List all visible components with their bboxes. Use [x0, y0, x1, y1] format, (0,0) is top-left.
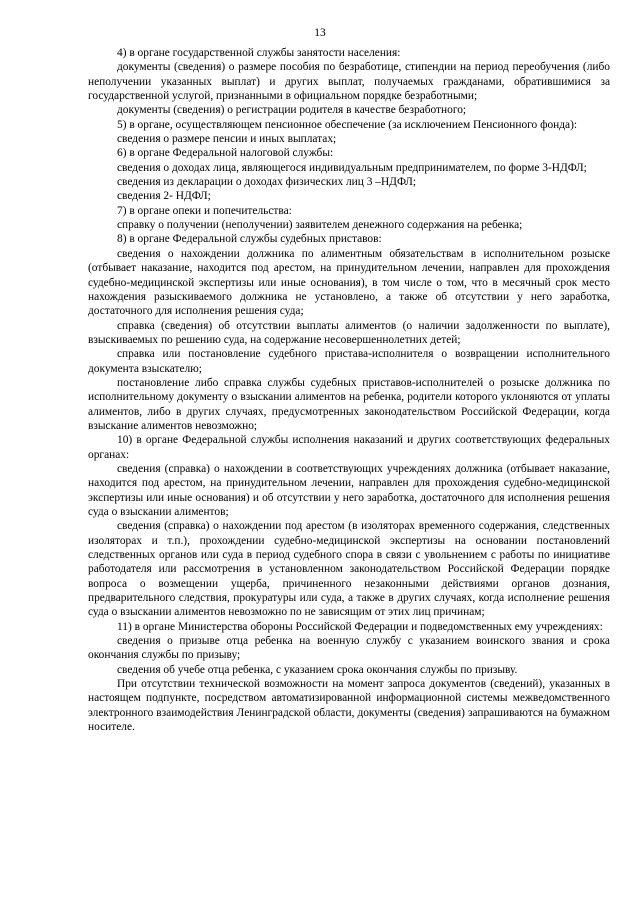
paragraph-military-conscription: сведения о призыве отца ребенка на военную службу с указанием воинского звания и срока окончания службы по призыву; — [88, 635, 610, 662]
paragraph-custody-info: сведения (справка) о нахождении в соответствующих учреждениях должника (отбывает наказание, находится под арестом, на принудительном лечении, направлен для прохождения судебно-медицинской экспертизы или иные основания) и об отсутствии у него заработка, достаточного для исполнения решения суда о взыскании алиментов; — [88, 462, 610, 518]
paragraph-debtor-search-info: сведения о нахождении должника по алиментным обязательствам в исполнительном розыске (отбывает наказание, находится под арестом, на принудительном лечении, направлен для прохождения судебно-медицинской экспертизы или иные основания), в том числе о том, что в месячный срок место нахождения разыскиваемого должника не установлено, а также об отсутствии у него заработка, достаточного для исполнения решения суда; — [88, 247, 610, 318]
page-number: 13 — [314, 27, 326, 39]
paragraph-7-guardianship: 7) в органе опеки и попечительства: — [117, 204, 292, 217]
paragraph-bailiff-return: справка или постановление судебного пристава-исполнителя о возвращении исполнительного документа взыскателю; — [88, 348, 610, 375]
paragraph-3ndfl-entrepreneur: сведения о доходах лица, являющегося индивидуальным предпринимателем, по форме 3-НДФЛ; — [117, 161, 587, 174]
paragraph-bailiff-search-order: постановление либо справка службы судебных приставов-исполнителей о розыске должника по исполнительному документу о взыскании алиментов на ребенка, родители которого уклоняются от уплаты алиментов, либо в других случаях, предусмотренных законодательством Российской Федерации, когда взыскание алиментов невозможно; — [88, 376, 610, 432]
paragraph-child-allowance-certificate: справку о получении (неполучении) заявителем денежного содержания на ребенка; — [117, 219, 523, 232]
document-body — [88, 46, 610, 735]
paragraph-2ndfl: сведения 2- НДФЛ; — [117, 190, 211, 203]
paragraph-6-tax-service: 6) в органе Федеральной налоговой службы: — [117, 147, 334, 160]
paragraph-paper-request: При отсутствии технической возможности на момент запроса документов (сведений), указанных в настоящем подпункте, посредством автоматизированной информационной системы межведомственного электронного взаимодействия Ленинградской области, документы (сведения) запрашиваются на бумажном носителе. — [88, 678, 610, 734]
paragraph-arrest-info: сведения (справка) о нахождении под арестом (в изоляторах временного содержания, следственных изоляторах и т.п.), прохождении судебно-медицинской экспертизы на основании постановлений следственных органов или суда в период судебного спора в связи с увольнением с работы по инициативе работодателя или рассмотрения в установленном законодательством Российской Федерации порядке вопроса о возмещении ущерба, причиненного незаконными действиями органов дознания, предварительного следствия, прокуратуры или суда, а также в других случаях, когда исполнение решения суда о взыскании алиментов невозможно по не зависящим от этих лиц причинам; — [88, 520, 610, 619]
paragraph-8-bailiffs: 8) в органе Федеральной службы судебных приставов: — [117, 233, 382, 246]
paragraph-11-defense-ministry: 11) в органе Министерства обороны Российской Федерации и подведомственных ему учреждениях: — [117, 620, 603, 633]
paragraph-father-study: сведения об учебе отца ребенка, с указанием срока окончания службы по призыву. — [117, 663, 518, 676]
paragraph-10-penitentiary: 10) в органе Федеральной службы исполнения наказаний и других соответствующих федеральных органах: — [88, 434, 610, 461]
paragraph-alimony-arrears: справка (сведения) об отсутствии выплаты алиментов (о наличии задолженности по выплате), взыскиваемых по решению суда, на содержание несовершеннолетних детей; — [88, 319, 610, 346]
paragraph-4-employment-service: 4) в органе государственной службы занятости населения: — [117, 47, 401, 59]
paragraph-5-pension-body: 5) в органе, осуществляющем пенсионное обеспечение (за исключением Пенсионного фонда): — [117, 118, 578, 131]
paragraph-unemployed-registration: документы (сведения) о регистрации родителя в качестве безработного; — [117, 104, 467, 117]
paragraph-3ndfl-declaration: сведения из декларации о доходах физических лиц 3 –НДФЛ; — [117, 176, 416, 189]
paragraph-pension-info: сведения о размере пенсии и иных выплатах; — [117, 133, 337, 146]
paragraph-unemployment-benefit-docs: документы (сведения) о размере пособия по безработице, стипендии на период переобучения (либо неполучении указанных выплат) и других выплат, получаемых гражданами, обратившимися за государственной услугой, признанными в официальном порядке безработными; — [88, 61, 610, 103]
